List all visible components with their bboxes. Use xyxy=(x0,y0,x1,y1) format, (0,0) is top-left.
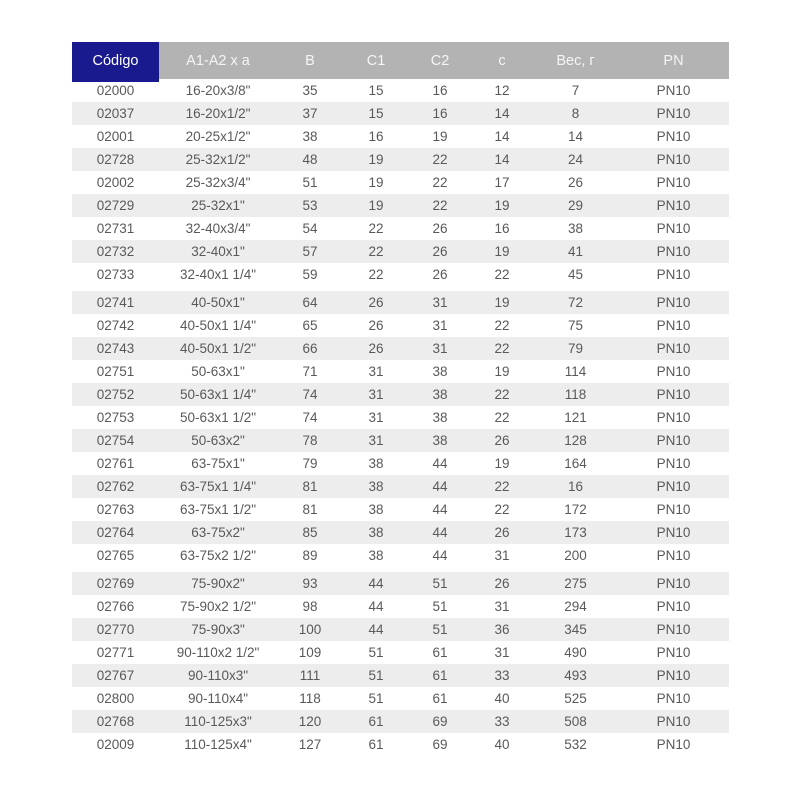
c1-cell: 61 xyxy=(343,733,409,756)
weight-cell: 72 xyxy=(533,291,618,314)
size-cell: 63-75x2 1/2" xyxy=(159,544,277,567)
b-cell: 100 xyxy=(277,618,343,641)
weight-cell: 45 xyxy=(533,263,618,286)
table-row xyxy=(72,664,729,687)
column-header-pn: PN xyxy=(618,42,729,79)
b-cell: 64 xyxy=(277,291,343,314)
weight-cell: 173 xyxy=(533,521,618,544)
c-cell: 12 xyxy=(471,79,533,102)
c-cell: 26 xyxy=(471,521,533,544)
c1-cell: 51 xyxy=(343,687,409,710)
code-cell: 02733 xyxy=(72,263,159,286)
b-cell: 81 xyxy=(277,475,343,498)
b-cell: 59 xyxy=(277,263,343,286)
size-cell: 90-110x3" xyxy=(159,664,277,687)
column-header-codigo: Código xyxy=(72,42,159,79)
table-row xyxy=(72,125,729,148)
code-cell: 02770 xyxy=(72,618,159,641)
code-cell: 02754 xyxy=(72,429,159,452)
size-cell: 50-63x1" xyxy=(159,360,277,383)
code-cell: 02751 xyxy=(72,360,159,383)
pn-cell: PN10 xyxy=(618,595,729,618)
b-cell: 127 xyxy=(277,733,343,756)
c-cell: 31 xyxy=(471,544,533,567)
c2-cell: 31 xyxy=(409,291,471,314)
table-row xyxy=(72,733,729,756)
weight-cell: 8 xyxy=(533,102,618,125)
c1-cell: 26 xyxy=(343,337,409,360)
b-cell: 74 xyxy=(277,406,343,429)
table-row xyxy=(72,148,729,171)
size-cell: 25-32x3/4" xyxy=(159,171,277,194)
code-cell: 02761 xyxy=(72,452,159,475)
pn-cell: PN10 xyxy=(618,217,729,240)
c-cell: 19 xyxy=(471,452,533,475)
c2-cell: 38 xyxy=(409,429,471,452)
table-row xyxy=(72,572,729,595)
weight-cell: 41 xyxy=(533,240,618,263)
size-cell: 75-90x2 1/2" xyxy=(159,595,277,618)
c1-cell: 22 xyxy=(343,217,409,240)
column-header-size: A1-A2 x a xyxy=(159,42,277,79)
column-header-c2: C2 xyxy=(409,42,471,79)
pn-cell: PN10 xyxy=(618,125,729,148)
table-row xyxy=(72,102,729,125)
b-cell: 118 xyxy=(277,687,343,710)
c2-cell: 22 xyxy=(409,194,471,217)
b-cell: 81 xyxy=(277,498,343,521)
code-cell: 02764 xyxy=(72,521,159,544)
c-cell: 22 xyxy=(471,475,533,498)
c1-cell: 44 xyxy=(343,572,409,595)
c-cell: 14 xyxy=(471,102,533,125)
pn-cell: PN10 xyxy=(618,498,729,521)
pn-cell: PN10 xyxy=(618,544,729,567)
b-cell: 93 xyxy=(277,572,343,595)
code-cell: 02752 xyxy=(72,383,159,406)
c2-cell: 61 xyxy=(409,687,471,710)
c-cell: 19 xyxy=(471,194,533,217)
c1-cell: 19 xyxy=(343,148,409,171)
c2-cell: 31 xyxy=(409,337,471,360)
size-cell: 75-90x2" xyxy=(159,572,277,595)
size-cell: 32-40x3/4" xyxy=(159,217,277,240)
c2-cell: 69 xyxy=(409,733,471,756)
c2-cell: 26 xyxy=(409,263,471,286)
b-cell: 109 xyxy=(277,641,343,664)
code-cell: 02037 xyxy=(72,102,159,125)
table-row xyxy=(72,337,729,360)
code-cell: 02753 xyxy=(72,406,159,429)
c2-cell: 38 xyxy=(409,383,471,406)
table-row xyxy=(72,521,729,544)
c2-cell: 61 xyxy=(409,641,471,664)
b-cell: 53 xyxy=(277,194,343,217)
c1-cell: 38 xyxy=(343,498,409,521)
code-cell: 02002 xyxy=(72,171,159,194)
size-cell: 90-110x2 1/2" xyxy=(159,641,277,664)
table-row xyxy=(72,194,729,217)
pn-cell: PN10 xyxy=(618,406,729,429)
code-cell: 02769 xyxy=(72,572,159,595)
c1-cell: 31 xyxy=(343,383,409,406)
b-cell: 111 xyxy=(277,664,343,687)
c1-cell: 22 xyxy=(343,240,409,263)
c-cell: 40 xyxy=(471,687,533,710)
b-cell: 38 xyxy=(277,125,343,148)
pn-cell: PN10 xyxy=(618,79,729,102)
b-cell: 54 xyxy=(277,217,343,240)
code-cell: 02771 xyxy=(72,641,159,664)
b-cell: 48 xyxy=(277,148,343,171)
pn-cell: PN10 xyxy=(618,291,729,314)
code-cell: 02731 xyxy=(72,217,159,240)
size-cell: 32-40x1 1/4" xyxy=(159,263,277,286)
weight-cell: 26 xyxy=(533,171,618,194)
table-row xyxy=(72,710,729,733)
weight-cell: 38 xyxy=(533,217,618,240)
weight-cell: 490 xyxy=(533,641,618,664)
product-spec-table xyxy=(72,42,729,756)
pn-cell: PN10 xyxy=(618,194,729,217)
pn-cell: PN10 xyxy=(618,687,729,710)
table-row xyxy=(72,383,729,406)
size-cell: 63-75x1 1/2" xyxy=(159,498,277,521)
weight-cell: 118 xyxy=(533,383,618,406)
size-cell: 50-63x1 1/2" xyxy=(159,406,277,429)
weight-cell: 508 xyxy=(533,710,618,733)
weight-cell: 121 xyxy=(533,406,618,429)
size-cell: 16-20x1/2" xyxy=(159,102,277,125)
column-header-b: B xyxy=(277,42,343,79)
c-cell: 26 xyxy=(471,572,533,595)
code-cell: 02763 xyxy=(72,498,159,521)
c-cell: 14 xyxy=(471,125,533,148)
c2-cell: 26 xyxy=(409,240,471,263)
code-cell: 02001 xyxy=(72,125,159,148)
b-cell: 35 xyxy=(277,79,343,102)
c1-cell: 61 xyxy=(343,710,409,733)
c1-cell: 44 xyxy=(343,618,409,641)
c2-cell: 44 xyxy=(409,544,471,567)
table-row xyxy=(72,452,729,475)
c2-cell: 26 xyxy=(409,217,471,240)
b-cell: 85 xyxy=(277,521,343,544)
pn-cell: PN10 xyxy=(618,148,729,171)
c-cell: 22 xyxy=(471,406,533,429)
size-cell: 50-63x1 1/4" xyxy=(159,383,277,406)
b-cell: 66 xyxy=(277,337,343,360)
c2-cell: 61 xyxy=(409,664,471,687)
weight-cell: 79 xyxy=(533,337,618,360)
c1-cell: 31 xyxy=(343,429,409,452)
table-row xyxy=(72,429,729,452)
table-row xyxy=(72,475,729,498)
weight-cell: 29 xyxy=(533,194,618,217)
code-cell: 02742 xyxy=(72,314,159,337)
c2-cell: 16 xyxy=(409,102,471,125)
column-header-c1: C1 xyxy=(343,42,409,79)
c1-cell: 16 xyxy=(343,125,409,148)
c-cell: 40 xyxy=(471,733,533,756)
pn-cell: PN10 xyxy=(618,733,729,756)
c-cell: 26 xyxy=(471,429,533,452)
pn-cell: PN10 xyxy=(618,452,729,475)
weight-cell: 294 xyxy=(533,595,618,618)
c2-cell: 22 xyxy=(409,148,471,171)
table-row xyxy=(72,641,729,664)
pn-cell: PN10 xyxy=(618,521,729,544)
header-row xyxy=(72,42,729,79)
column-header-weight: Вес, г xyxy=(533,42,618,79)
c1-cell: 38 xyxy=(343,452,409,475)
c1-cell: 31 xyxy=(343,406,409,429)
pn-cell: PN10 xyxy=(618,664,729,687)
c1-cell: 22 xyxy=(343,263,409,286)
size-cell: 40-50x1 1/2" xyxy=(159,337,277,360)
c-cell: 19 xyxy=(471,240,533,263)
table-row xyxy=(72,171,729,194)
pn-cell: PN10 xyxy=(618,710,729,733)
size-cell: 20-25x1/2" xyxy=(159,125,277,148)
code-cell: 02743 xyxy=(72,337,159,360)
weight-cell: 172 xyxy=(533,498,618,521)
c-cell: 19 xyxy=(471,291,533,314)
pn-cell: PN10 xyxy=(618,618,729,641)
weight-cell: 128 xyxy=(533,429,618,452)
pn-cell: PN10 xyxy=(618,475,729,498)
b-cell: 74 xyxy=(277,383,343,406)
c2-cell: 38 xyxy=(409,406,471,429)
weight-cell: 16 xyxy=(533,475,618,498)
code-cell: 02765 xyxy=(72,544,159,567)
pn-cell: PN10 xyxy=(618,263,729,286)
c1-cell: 15 xyxy=(343,79,409,102)
pn-cell: PN10 xyxy=(618,240,729,263)
weight-cell: 114 xyxy=(533,360,618,383)
c1-cell: 38 xyxy=(343,544,409,567)
pn-cell: PN10 xyxy=(618,337,729,360)
weight-cell: 275 xyxy=(533,572,618,595)
c2-cell: 44 xyxy=(409,452,471,475)
size-cell: 16-20x3/8" xyxy=(159,79,277,102)
c-cell: 33 xyxy=(471,664,533,687)
table-row xyxy=(72,406,729,429)
weight-cell: 345 xyxy=(533,618,618,641)
c-cell: 22 xyxy=(471,337,533,360)
table-row xyxy=(72,595,729,618)
table-header xyxy=(72,42,729,79)
c2-cell: 44 xyxy=(409,521,471,544)
code-cell: 02000 xyxy=(72,79,159,102)
weight-cell: 525 xyxy=(533,687,618,710)
size-cell: 63-75x1" xyxy=(159,452,277,475)
pn-cell: PN10 xyxy=(618,360,729,383)
table-row xyxy=(72,263,729,286)
c-cell: 22 xyxy=(471,498,533,521)
c1-cell: 26 xyxy=(343,314,409,337)
c1-cell: 15 xyxy=(343,102,409,125)
size-cell: 40-50x1" xyxy=(159,291,277,314)
pn-cell: PN10 xyxy=(618,572,729,595)
size-cell: 63-75x1 1/4" xyxy=(159,475,277,498)
weight-cell: 24 xyxy=(533,148,618,171)
table-row xyxy=(72,240,729,263)
c-cell: 22 xyxy=(471,263,533,286)
c2-cell: 16 xyxy=(409,79,471,102)
pn-cell: PN10 xyxy=(618,383,729,406)
pn-cell: PN10 xyxy=(618,641,729,664)
c-cell: 33 xyxy=(471,710,533,733)
c-cell: 36 xyxy=(471,618,533,641)
c1-cell: 31 xyxy=(343,360,409,383)
weight-cell: 532 xyxy=(533,733,618,756)
b-cell: 79 xyxy=(277,452,343,475)
weight-cell: 7 xyxy=(533,79,618,102)
code-cell: 02728 xyxy=(72,148,159,171)
size-cell: 25-32x1" xyxy=(159,194,277,217)
table-row xyxy=(72,360,729,383)
code-cell: 02009 xyxy=(72,733,159,756)
c1-cell: 38 xyxy=(343,475,409,498)
pn-cell: PN10 xyxy=(618,429,729,452)
c-cell: 17 xyxy=(471,171,533,194)
size-cell: 25-32x1/2" xyxy=(159,148,277,171)
size-cell: 40-50x1 1/4" xyxy=(159,314,277,337)
b-cell: 71 xyxy=(277,360,343,383)
weight-cell: 164 xyxy=(533,452,618,475)
code-cell: 02729 xyxy=(72,194,159,217)
b-cell: 65 xyxy=(277,314,343,337)
c2-cell: 51 xyxy=(409,618,471,641)
c-cell: 31 xyxy=(471,641,533,664)
b-cell: 37 xyxy=(277,102,343,125)
size-cell: 75-90x3" xyxy=(159,618,277,641)
weight-cell: 14 xyxy=(533,125,618,148)
c1-cell: 51 xyxy=(343,664,409,687)
code-cell: 02800 xyxy=(72,687,159,710)
c1-cell: 44 xyxy=(343,595,409,618)
code-cell: 02767 xyxy=(72,664,159,687)
table-body xyxy=(72,79,729,756)
c2-cell: 51 xyxy=(409,595,471,618)
pn-cell: PN10 xyxy=(618,102,729,125)
code-cell: 02766 xyxy=(72,595,159,618)
b-cell: 78 xyxy=(277,429,343,452)
c2-cell: 44 xyxy=(409,498,471,521)
table-row xyxy=(72,498,729,521)
c1-cell: 19 xyxy=(343,171,409,194)
pn-cell: PN10 xyxy=(618,314,729,337)
c2-cell: 31 xyxy=(409,314,471,337)
c-cell: 14 xyxy=(471,148,533,171)
table-row xyxy=(72,217,729,240)
b-cell: 57 xyxy=(277,240,343,263)
b-cell: 98 xyxy=(277,595,343,618)
c-cell: 22 xyxy=(471,383,533,406)
table-row xyxy=(72,314,729,337)
code-cell: 02741 xyxy=(72,291,159,314)
table-row xyxy=(72,79,729,102)
table-row xyxy=(72,291,729,314)
code-cell: 02762 xyxy=(72,475,159,498)
c2-cell: 19 xyxy=(409,125,471,148)
c2-cell: 22 xyxy=(409,171,471,194)
c2-cell: 69 xyxy=(409,710,471,733)
size-cell: 110-125x3" xyxy=(159,710,277,733)
code-cell: 02768 xyxy=(72,710,159,733)
size-cell: 90-110x4" xyxy=(159,687,277,710)
c2-cell: 51 xyxy=(409,572,471,595)
size-cell: 50-63x2" xyxy=(159,429,277,452)
table-row xyxy=(72,687,729,710)
weight-cell: 200 xyxy=(533,544,618,567)
pn-cell: PN10 xyxy=(618,171,729,194)
c-cell: 16 xyxy=(471,217,533,240)
b-cell: 51 xyxy=(277,171,343,194)
size-cell: 63-75x2" xyxy=(159,521,277,544)
b-cell: 89 xyxy=(277,544,343,567)
size-cell: 32-40x1" xyxy=(159,240,277,263)
code-cell: 02732 xyxy=(72,240,159,263)
c2-cell: 44 xyxy=(409,475,471,498)
c-cell: 19 xyxy=(471,360,533,383)
c-cell: 22 xyxy=(471,314,533,337)
table-row xyxy=(72,618,729,641)
weight-cell: 75 xyxy=(533,314,618,337)
c1-cell: 51 xyxy=(343,641,409,664)
table-row xyxy=(72,544,729,567)
c1-cell: 19 xyxy=(343,194,409,217)
weight-cell: 493 xyxy=(533,664,618,687)
c-cell: 31 xyxy=(471,595,533,618)
b-cell: 120 xyxy=(277,710,343,733)
size-cell: 110-125x4" xyxy=(159,733,277,756)
column-header-c: c xyxy=(471,42,533,79)
c2-cell: 38 xyxy=(409,360,471,383)
c1-cell: 38 xyxy=(343,521,409,544)
c1-cell: 26 xyxy=(343,291,409,314)
